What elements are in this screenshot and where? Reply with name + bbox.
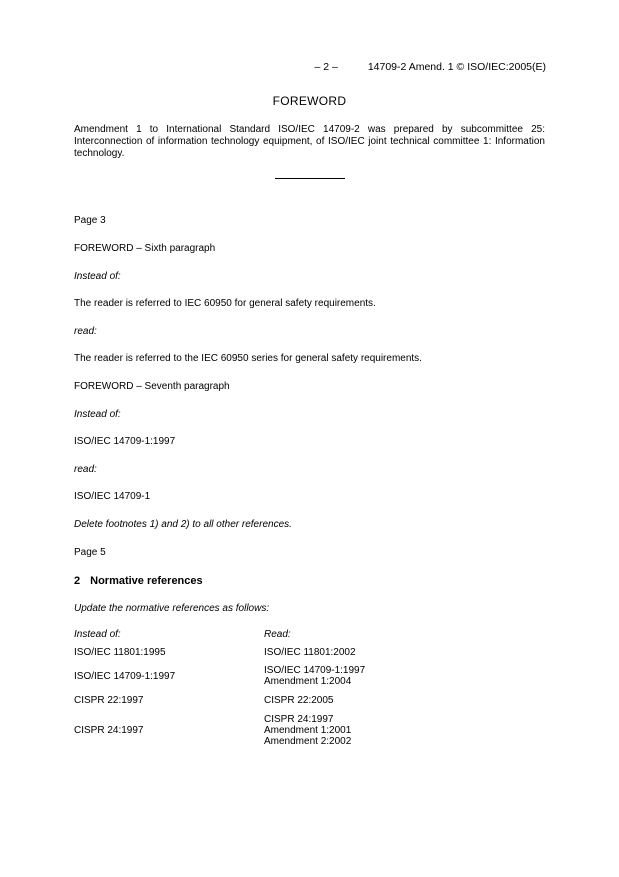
foreword-body: Amendment 1 to International Standard ISO/IEC 14709-2 was prepared by subcommittee 25: Interconnection of information technology equipment, of ISO/IEC joint technical committee 1: Information technology. bbox=[74, 124, 545, 159]
page-label-5: Page 5 bbox=[74, 547, 106, 558]
new-text-2: ISO/IEC 14709-1 bbox=[74, 491, 151, 502]
table-cell-line: Amendment 1:2001 bbox=[264, 725, 352, 736]
read-label-2: read: bbox=[74, 464, 97, 475]
section-heading bbox=[74, 575, 203, 587]
table-cell-line: Amendment 2:2002 bbox=[264, 736, 352, 747]
column-header-instead: Instead of: bbox=[74, 629, 121, 640]
amendment-item-title-1: FOREWORD – Sixth paragraph bbox=[74, 243, 216, 254]
table-cell-old: CISPR 22:1997 bbox=[74, 695, 144, 706]
old-text-2: ISO/IEC 14709-1:1997 bbox=[74, 436, 176, 447]
instead-of-label-1: Instead of: bbox=[74, 271, 121, 282]
page-header bbox=[314, 61, 546, 73]
page-label-3: Page 3 bbox=[74, 215, 106, 226]
table-cell-old: ISO/IEC 14709-1:1997 bbox=[74, 671, 176, 682]
read-label-1: read: bbox=[74, 326, 97, 337]
old-text-1: The reader is referred to IEC 60950 for general safety requirements. bbox=[74, 298, 376, 309]
table-cell-line: CISPR 24:1997 bbox=[264, 714, 334, 725]
table-cell-new bbox=[264, 647, 356, 658]
table-cell-line: CISPR 22:2005 bbox=[264, 695, 334, 706]
table-cell-old: ISO/IEC 11801:1995 bbox=[74, 647, 166, 658]
section-number: 2 bbox=[74, 575, 81, 587]
table-cell-old: CISPR 24:1997 bbox=[74, 725, 144, 736]
instead-of-label-2: Instead of: bbox=[74, 409, 121, 420]
section-title: Normative references bbox=[90, 575, 203, 587]
table-cell-line: Amendment 1:2004 bbox=[264, 676, 352, 687]
foreword-title: FOREWORD bbox=[272, 94, 347, 108]
update-note: Update the normative references as follows: bbox=[74, 603, 270, 614]
document-id: 14709-2 Amend. 1 © ISO/IEC:2005(E) bbox=[367, 61, 546, 73]
separator-rule bbox=[275, 178, 345, 179]
table-cell-new bbox=[264, 695, 334, 706]
table-cell-line: ISO/IEC 14709-1:1997 bbox=[264, 665, 366, 676]
column-header-read: Read: bbox=[264, 629, 291, 640]
table-cell-new bbox=[264, 665, 365, 687]
table-cell-line: ISO/IEC 11801:2002 bbox=[264, 647, 356, 658]
table-cell-new bbox=[264, 714, 351, 747]
amendment-item-title-2: FOREWORD – Seventh paragraph bbox=[74, 381, 230, 392]
page-number: – 2 – bbox=[314, 61, 338, 73]
delete-footnotes-note: Delete footnotes 1) and 2) to all other references. bbox=[74, 519, 292, 530]
new-text-1: The reader is referred to the IEC 60950 series for general safety requirements. bbox=[74, 353, 422, 364]
